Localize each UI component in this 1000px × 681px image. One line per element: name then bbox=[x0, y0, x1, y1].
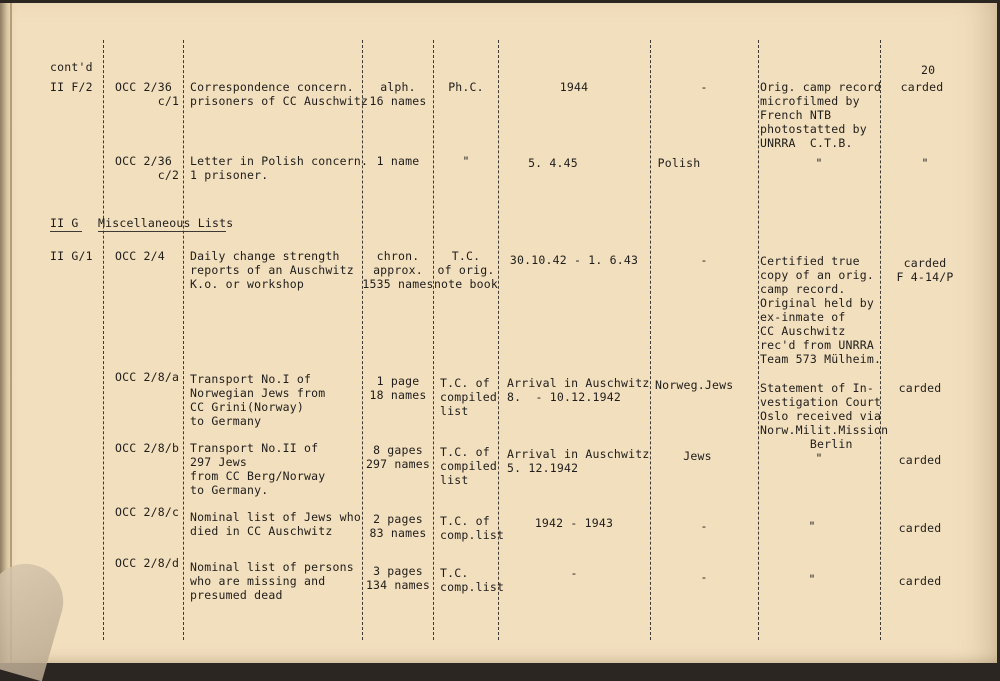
arrangement: 8 gapes 297 names bbox=[365, 443, 431, 471]
section-title: Miscellaneous Lists bbox=[98, 216, 234, 230]
remarks: Statement of In- vestigation Court Oslo received via Norw.Milit.Mission Berlin bbox=[760, 381, 889, 451]
card-status: carded bbox=[898, 521, 942, 535]
language: - bbox=[700, 253, 708, 267]
dates: 5. 4.45 bbox=[528, 156, 578, 170]
section-underline bbox=[98, 231, 226, 232]
reference-number: OCC 2/4 bbox=[115, 249, 165, 263]
section-code: II F/2 bbox=[50, 80, 93, 94]
dates: 30.10.42 - 1. 6.43 bbox=[509, 253, 639, 267]
language: Jews bbox=[683, 449, 712, 463]
description: Transport No.II of 297 Jews from CC Berg/Norway to Germany. bbox=[190, 441, 326, 497]
description: Nominal list of Jews who died in CC Auschwitz bbox=[190, 510, 361, 538]
arrangement: alph. 16 names bbox=[369, 80, 427, 108]
reference-number: OCC 2/36 c/2 bbox=[115, 154, 180, 182]
section-underline bbox=[50, 231, 82, 232]
description: Nominal list of persons who are missing and presumed dead bbox=[190, 560, 354, 602]
description: Daily change strength reports of an Auschwitz K.o. or workshop bbox=[190, 249, 354, 291]
reference-number: OCC 2/8/a bbox=[115, 370, 180, 384]
remarks: " bbox=[815, 156, 823, 170]
language: - bbox=[700, 80, 708, 94]
column-rule bbox=[362, 40, 363, 640]
column-rule bbox=[103, 40, 104, 640]
arrangement: 1 name bbox=[376, 154, 420, 168]
dates: Arrival in Auschwitz 5. 12.1942 bbox=[507, 447, 650, 475]
arrangement: chron. approx. 1535 names bbox=[362, 249, 434, 291]
card-status: carded F 4-14/P bbox=[896, 256, 954, 284]
column-rule bbox=[433, 40, 434, 640]
language: Polish bbox=[657, 156, 701, 170]
dates: Arrival in Auschwitz 8. - 10.12.1942 bbox=[507, 376, 650, 404]
reference-number: OCC 2/8/c bbox=[115, 505, 180, 519]
section-code: II G/1 bbox=[50, 249, 93, 263]
copy-type: " bbox=[462, 154, 470, 168]
remarks: Certified true copy of an orig. camp record. Original held by ex-inmate of CC Auschwitz rec'd from UNRRA Team 573 Mülheim. bbox=[760, 254, 882, 366]
arrangement: 3 pages 134 names bbox=[365, 564, 431, 592]
arrangement: 1 page 18 names bbox=[369, 374, 427, 402]
card-status: carded bbox=[898, 574, 942, 588]
remarks: " bbox=[815, 451, 823, 465]
column-rule bbox=[650, 40, 651, 640]
card-status: carded bbox=[898, 453, 942, 467]
reference-number: OCC 2/8/b bbox=[115, 441, 180, 455]
column-rule bbox=[498, 40, 499, 640]
description: Transport No.I of Norwegian Jews from CC Grini(Norway) to Germany bbox=[190, 372, 326, 428]
dates: 1944 bbox=[559, 80, 589, 94]
copy-type: T.C. of comp.list bbox=[440, 514, 505, 542]
language: - bbox=[700, 570, 708, 584]
column-rule bbox=[183, 40, 184, 640]
copy-type: T.C. of orig. note book bbox=[433, 249, 499, 291]
description: Correspondence concern. prisoners of CC Auschwitz bbox=[190, 80, 369, 108]
copy-type: T.C. comp.list bbox=[440, 566, 505, 594]
language: Norweg.Jews bbox=[655, 378, 734, 392]
copy-type: T.C. of compiled list bbox=[440, 376, 497, 418]
arrangement: 2 pages 83 names bbox=[369, 512, 427, 540]
card-status: carded bbox=[900, 80, 944, 94]
card-status: carded bbox=[898, 381, 942, 395]
remarks: Orig. camp record microfilmed by French NTB photostatted by UNRRA C.T.B. bbox=[760, 80, 882, 150]
column-rule bbox=[758, 40, 759, 640]
card-status: " bbox=[921, 156, 929, 170]
description: Letter in Polish concern. 1 prisoner. bbox=[190, 154, 369, 182]
reference-number: OCC 2/36 c/1 bbox=[115, 80, 180, 108]
dates: - bbox=[570, 566, 578, 580]
copy-type: T.C. of compiled list bbox=[440, 445, 497, 487]
reference-number: OCC 2/8/d bbox=[115, 556, 180, 570]
copy-type: Ph.C. bbox=[448, 80, 484, 94]
dates: 1942 - 1943 bbox=[534, 516, 614, 530]
section-heading: II G bbox=[50, 216, 79, 230]
remarks: " bbox=[808, 572, 816, 586]
continued-label: cont'd bbox=[50, 60, 93, 74]
language: - bbox=[700, 519, 708, 533]
page-number: 20 bbox=[921, 63, 936, 77]
remarks: " bbox=[808, 519, 816, 533]
